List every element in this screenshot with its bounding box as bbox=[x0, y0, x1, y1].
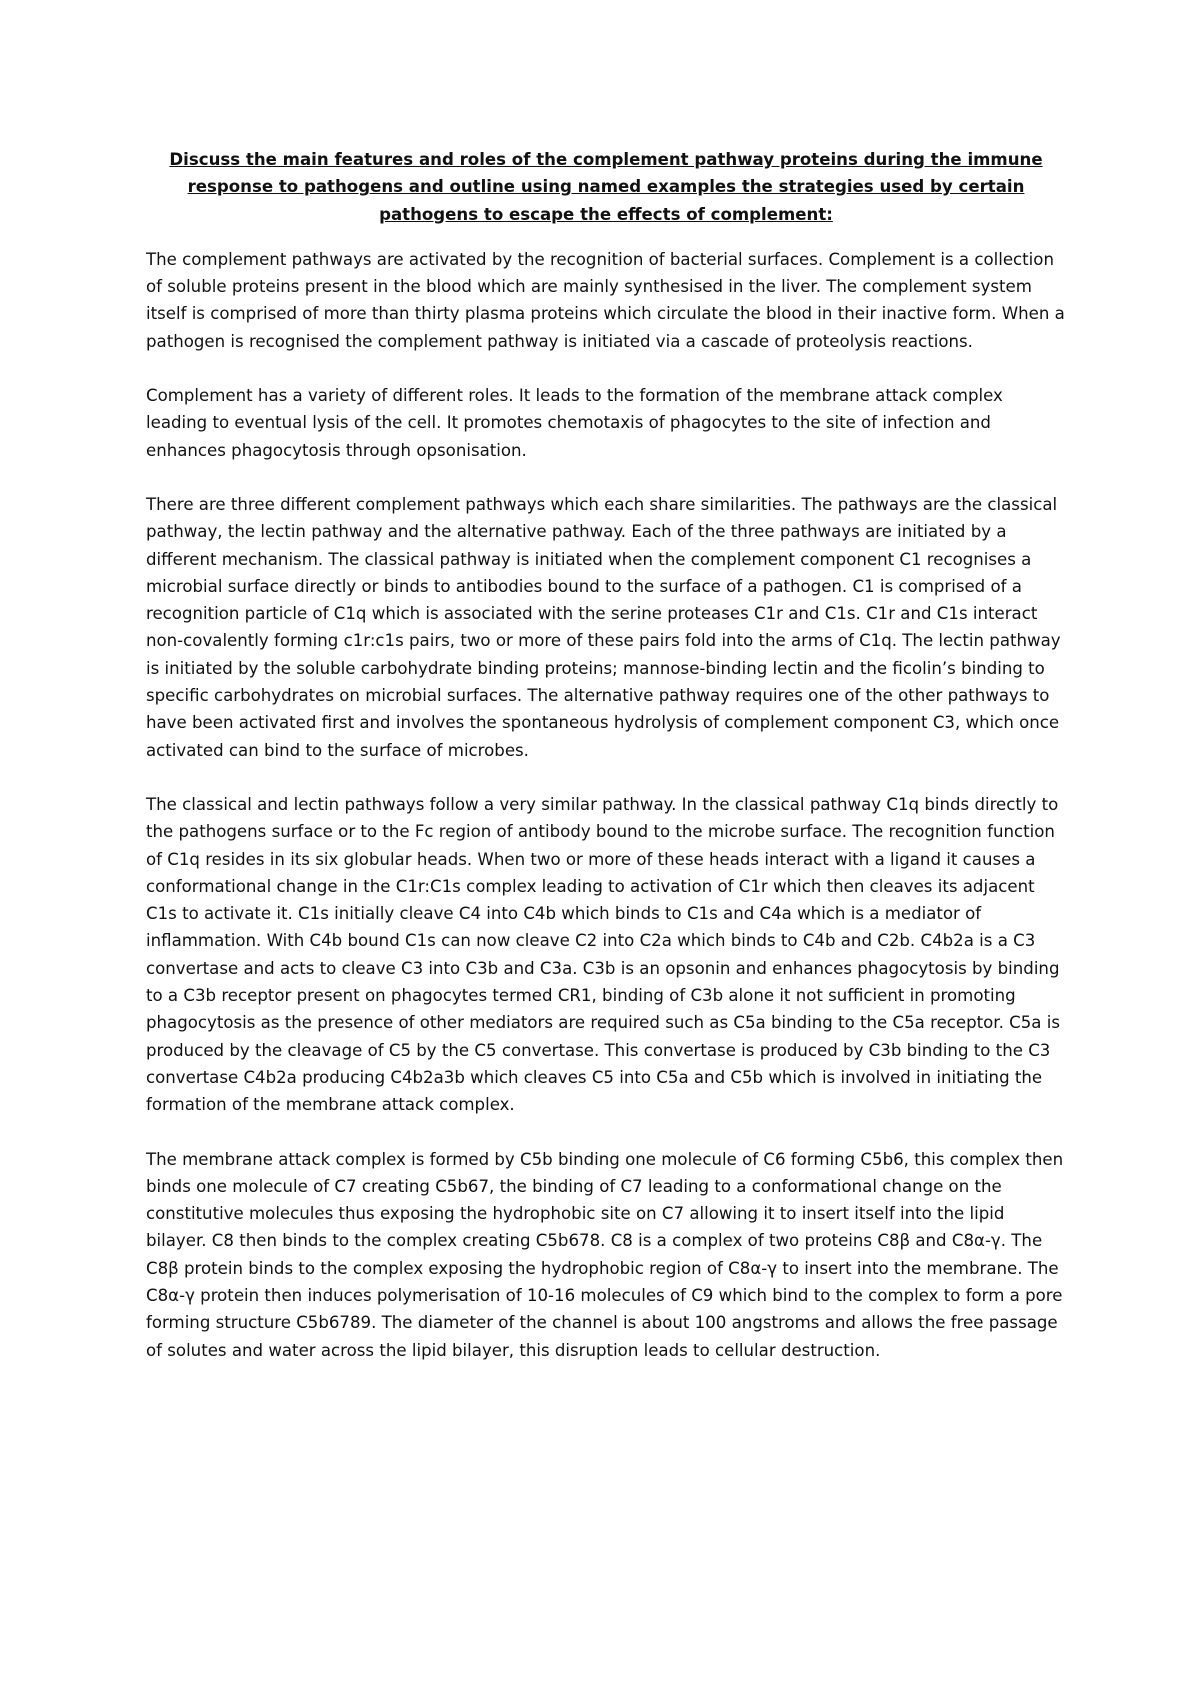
paragraph-membrane-attack-complex: The membrane attack complex is formed by C5b binding one molecule of C6 forming C5b6, this complex then binds one molecule of C7 creating C5b67, the binding of C7 leading to a conformational change on the constitutive molecules thus exposing the hydrophobic site on C7 allowing it to insert itself into the lipid bilayer. C8 then binds to the complex creating C5b678. C8 is a complex of two proteins C8β and C8α-γ. The C8β protein binds to the complex exposing the hydrophobic region of C8α-γ to insert into the membrane. The C8α-γ protein then induces polymerisation of 10-16 molecules of C9 which bind to the complex to form a pore forming structure C5b6789. The diameter of the channel is about 100 angstroms and allows the free passage of solutes and water across the lipid bilayer, this disruption leads to cellular destruction. bbox=[146, 1149, 1064, 1360]
document-title: Discuss the main features and roles of the complement pathway proteins during the immune response to pathogens and outline using named examples the strategies used by certain pathogens to escape the effects of complement: bbox=[169, 150, 1043, 224]
paragraph-three-pathways: There are three different complement pathways which each share similarities. The pathways are the classical pathway, the lectin pathway and the alternative pathway. Each of the three pathways are initiated by a different mechanism. The classical pathway is initiated when the complement component C1 recognises a microbial surface directly or binds to antibodies bound to the surface of a pathogen. C1 is comprised of a recognition particle of C1q which is associated with the serine proteases C1r and C1s. C1r and C1s interact non-covalently forming c1r:c1s pairs, two or more of these pairs fold into the arms of C1q. The lectin pathway is initiated by the soluble carbohydrate binding proteins; mannose-binding lectin and the ficolin’s binding to specific carbohydrates on microbial surfaces. The alternative pathway requires one of the other pathways to have been activated first and involves the spontaneous hydrolysis of complement component C3, which once activated can bind to the surface of microbes. bbox=[146, 494, 1061, 760]
paragraph-classical-lectin: The classical and lectin pathways follow a very similar pathway. In the classical pathway C1q binds directly to the pathogens surface or to the Fc region of antibody bound to the microbe surface. The recognition function of C1q resides in its six globular heads. When two or more of these heads interact with a ligand it causes a conformational change in the C1r:C1s complex leading to activation of C1r which then cleaves its adjacent C1s to activate it. C1s initially cleave C4 into C4b which binds to C1s and C4a which is a mediator of inflammation. With C4b bound C1s can now cleave C2 into C2a which binds to C4b and C2b. C4b2a is a C3 convertase and acts to cleave C3 into C3b and C3a. C3b is an opsonin and enhances phagocytosis by binding to a C3b receptor present on phagocytes termed CR1, binding of C3b alone it not sufficient in promoting phagocytosis as the presence of other mediators are required such as C5a binding to the C5a receptor. C5a is produced by the cleavage of C5 by the C5 convertase. This convertase is produced by C3b binding to the C3 convertase C4b2a producing C4b2a3b which cleaves C5 into C5a and C5b which is involved in initiating the formation of the membrane attack complex. bbox=[146, 794, 1060, 1115]
paragraph-activation: The complement pathways are activated by the recognition of bacterial surfaces. Complement is a collection of soluble proteins present in the blood which are mainly synthesised in the liver. The complement system itself is comprised of more than thirty plasma proteins which circulate the blood in their inactive form. When a pathogen is recognised the complement pathway is initiated via a cascade of proteolysis reactions. bbox=[146, 249, 1065, 351]
paragraph-roles: Complement has a variety of different roles. It leads to the formation of the membrane attack complex leading to eventual lysis of the cell. It promotes chemotaxis of phagocytes to the site of infection and enhances phagocytosis through opsonisation. bbox=[146, 386, 1003, 460]
document-page bbox=[146, 146, 1066, 1391]
